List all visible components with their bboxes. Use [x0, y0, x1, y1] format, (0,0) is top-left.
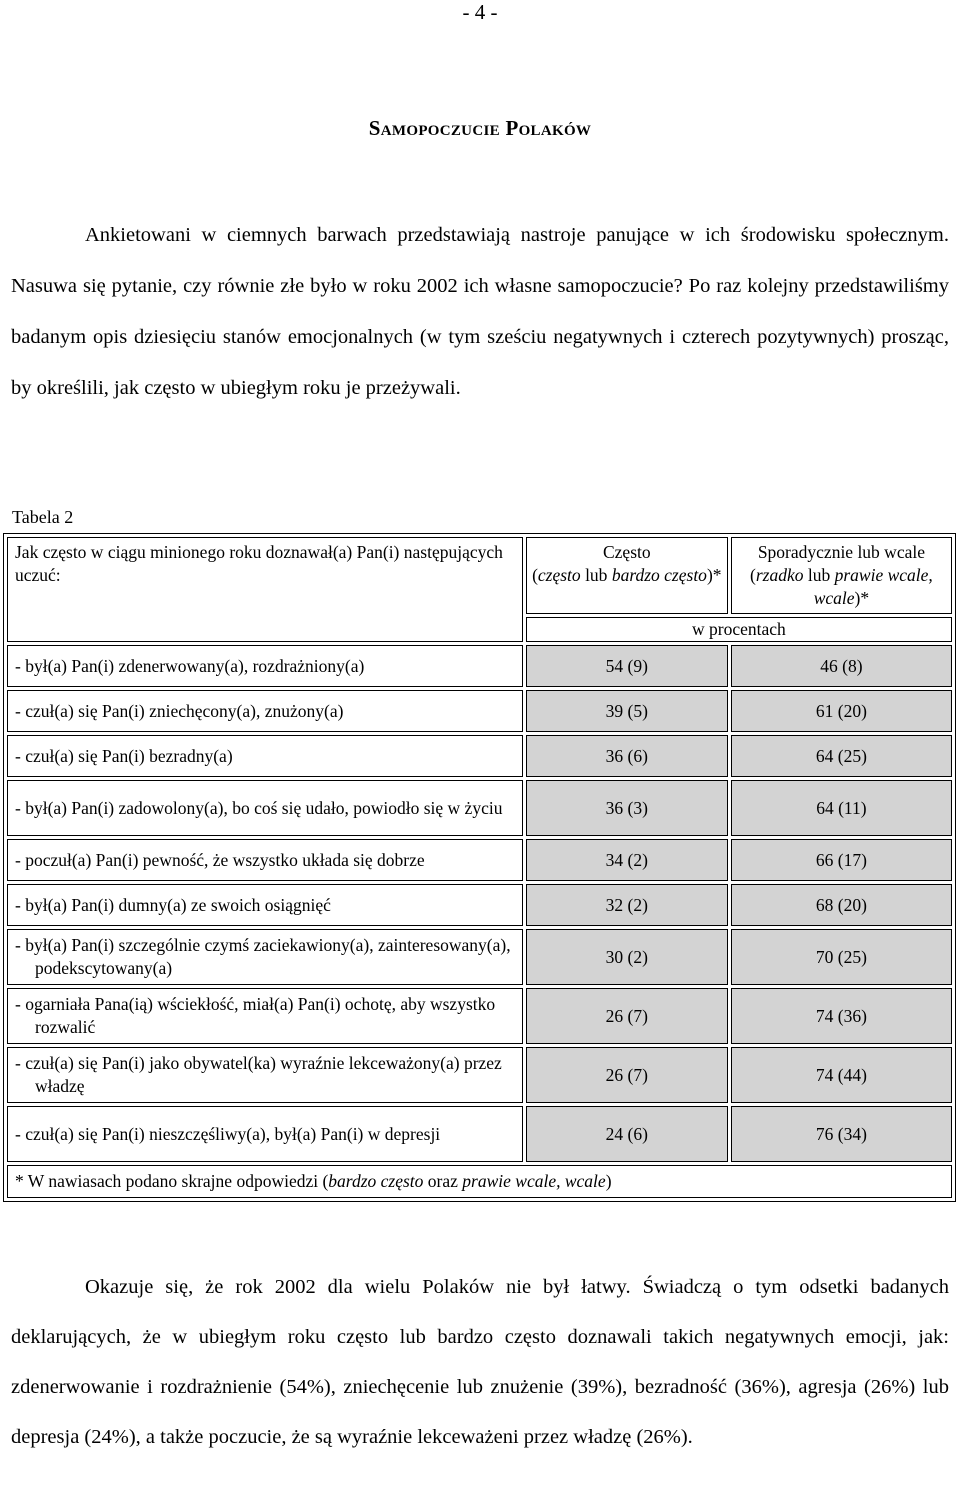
row-label [7, 735, 523, 777]
table-row [7, 839, 952, 881]
table-footnote-row [7, 1165, 952, 1198]
cell-rare: 74 (44) [731, 1047, 952, 1103]
column-rare-paren: ( [750, 565, 756, 585]
column-often-mid: lub [580, 565, 612, 585]
cell-rare: 68 (20) [731, 884, 952, 926]
row-label [7, 645, 523, 687]
row-label-text: - ogarniała Pana(ią) wściekłość, miał(a) Pan(i) ochotę, aby wszystko rozwalić [15, 994, 496, 1037]
column-rare-em2: prawie wcale, wcale [813, 565, 933, 608]
table-row [7, 929, 952, 985]
cell-rare: 64 (11) [731, 780, 952, 836]
survey-table [3, 533, 956, 1202]
table-row [7, 1106, 952, 1162]
column-header-rare [731, 537, 952, 614]
column-often-close: )* [706, 565, 722, 585]
row-label-text: - czuł(a) się Pan(i) nieszczęśliwy(a), był(a) Pan(i) w depresji [15, 1123, 441, 1144]
page-title: Samopoczucie Polaków [368, 116, 592, 140]
footnote-pre: * W nawiasach podano skrajne odpowiedzi ( [15, 1171, 329, 1191]
column-rare-mid: lub [803, 565, 835, 585]
cell-often: 36 (6) [526, 735, 728, 777]
table-row [7, 690, 952, 732]
row-label-text: - czuł(a) się Pan(i) zniechęcony(a), znużony(a) [15, 700, 344, 721]
intro-text: Ankietowani w ciemnych barwach przedstawiają nastroje panujące w ich środowisku społecznym. Nasuwa się pytanie, czy równie złe było w roku 2002 ich własne samopoczucie? Po raz kolejny przedstawiliśmy badanym opis dziesięciu stanów emocjonalnych (w tym sześciu negatywnych i czterech pozytywnych) prosząc, by określili, jak często w ubiegłym roku je przeżywali. [11, 224, 949, 399]
row-label-text: - czuł(a) się Pan(i) bezradny(a) [15, 745, 233, 766]
row-label-text: - był(a) Pan(i) zdenerwowany(a), rozdrażniony(a) [15, 655, 365, 676]
footnote-mid: oraz [423, 1171, 463, 1191]
row-label [7, 884, 523, 926]
row-label [7, 839, 523, 881]
cell-rare: 70 (25) [731, 929, 952, 985]
table-row [7, 735, 952, 777]
table-row [7, 1047, 952, 1103]
table-footnote [7, 1165, 952, 1198]
footnote-post: ) [605, 1171, 612, 1191]
column-rare-em1: rzadko [755, 565, 804, 585]
table-row [7, 780, 952, 836]
unit-label: w procentach [526, 617, 952, 642]
cell-often: 24 (6) [526, 1106, 728, 1162]
row-label [7, 988, 523, 1044]
table-row [7, 988, 952, 1044]
row-label-text: - był(a) Pan(i) szczególnie czymś zaciekawiony(a), zainteresowany(a), podekscytowany(a) [15, 935, 511, 978]
row-label [7, 780, 523, 836]
cell-rare: 74 (36) [731, 988, 952, 1044]
outro-text: Okazuje się, że rok 2002 dla wielu Polaków nie był łatwy. Świadczą o tym odsetki badanych deklarujących, że w ubiegłym roku często lub bardzo często doznawali takich negatywnych emocji, jak: zdenerwowanie i rozdrażnienie (54%), zniechęcenie lub znużenie (39%), bezradność (36%), agresja (26%) lub depresja (24%), a także poczucie, że są wyraźnie lekceważeni przez władzę (26%). [11, 1276, 949, 1448]
column-often-em2: bardzo często [611, 565, 707, 585]
table-row [7, 884, 952, 926]
cell-rare: 64 (25) [731, 735, 952, 777]
cell-often: 34 (2) [526, 839, 728, 881]
row-label [7, 1106, 523, 1162]
column-often-em1: często [537, 565, 581, 585]
row-label-text: - czuł(a) się Pan(i) jako obywatel(ka) wyraźnie lekceważony(a) przez władzę [15, 1053, 502, 1096]
page-number: - 4 - [462, 0, 498, 24]
column-often-title: Często [602, 542, 651, 562]
column-rare-title: Sporadycznie lub wcale [757, 542, 925, 562]
outro-paragraph [11, 1262, 949, 1462]
table-row [7, 645, 952, 687]
cell-rare: 76 (34) [731, 1106, 952, 1162]
column-header-often [526, 537, 728, 614]
table-caption: Tabela 2 [12, 507, 74, 527]
footnote-em2: prawie wcale, wcale [462, 1171, 606, 1191]
intro-paragraph [11, 210, 949, 414]
row-label [7, 1047, 523, 1103]
cell-often: 54 (9) [526, 645, 728, 687]
column-rare-close: )* [854, 588, 870, 608]
cell-often: 26 (7) [526, 988, 728, 1044]
cell-often: 39 (5) [526, 690, 728, 732]
row-label [7, 929, 523, 985]
cell-rare: 46 (8) [731, 645, 952, 687]
cell-often: 30 (2) [526, 929, 728, 985]
row-label-text: - był(a) Pan(i) dumny(a) ze swoich osiągnięć [15, 894, 331, 915]
row-label-text: - poczuł(a) Pan(i) pewność, że wszystko układa się dobrze [15, 849, 425, 870]
cell-rare: 61 (20) [731, 690, 952, 732]
table-header-row [7, 537, 952, 614]
cell-often: 36 (3) [526, 780, 728, 836]
row-label-text: - był(a) Pan(i) zadowolony(a), bo coś się udało, powiodło się w życiu [15, 797, 503, 818]
cell-often: 26 (7) [526, 1047, 728, 1103]
cell-often: 32 (2) [526, 884, 728, 926]
footnote-em1: bardzo często [328, 1171, 424, 1191]
cell-rare: 66 (17) [731, 839, 952, 881]
row-label [7, 690, 523, 732]
table-question-header: Jak często w ciągu minionego roku doznawał(a) Pan(i) następujących uczuć: [7, 537, 523, 642]
column-often-paren: ( [532, 565, 538, 585]
